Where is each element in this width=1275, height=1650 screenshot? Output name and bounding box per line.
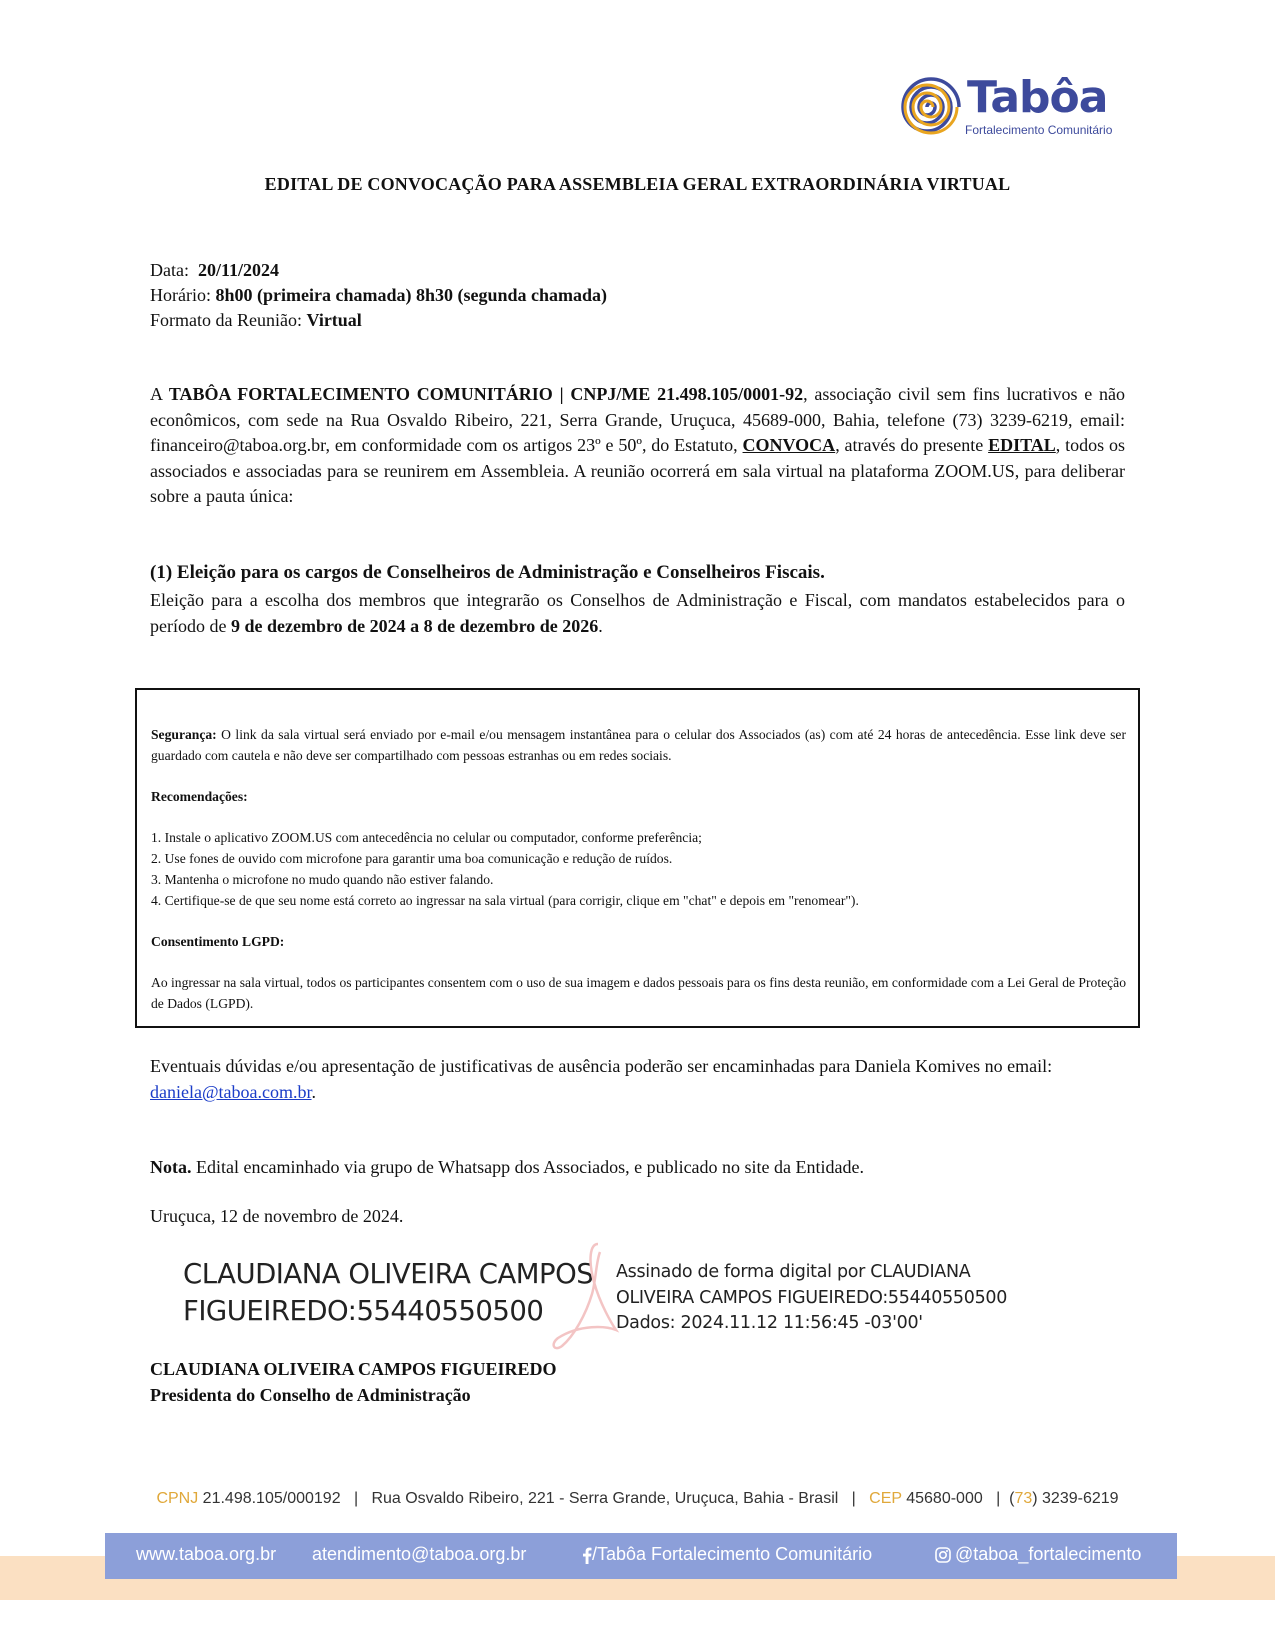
- footer-phone-open: (: [1009, 1490, 1015, 1507]
- list-item: 2. Use fones de ouvido com microfone para garantir uma boa comunicação e redução de ruídos.: [151, 851, 673, 867]
- footer-cnpj-label: CPNJ: [156, 1490, 199, 1507]
- footer-cnpj-value: 21.498.105/000192: [202, 1490, 341, 1507]
- notice-box: [135, 688, 1140, 1028]
- signature-detail-line-1: Assinado de forma digital por CLAUDIANA: [616, 1262, 971, 1282]
- format-value: Virtual: [306, 310, 362, 330]
- agenda-heading: (1) Eleição para os cargos de Conselheiros de Administração e Conselheiros Fiscais.: [150, 562, 825, 583]
- convoca-word: CONVOCA: [742, 435, 836, 455]
- agenda-period: 9 de dezembro de 2024 a 8 de dezembro de 2026: [230, 615, 599, 636]
- swirl-logo-icon: [896, 72, 966, 142]
- document-title: EDITAL DE CONVOCAÇÃO PARA ASSEMBLEIA GERAL EXTRAORDINÁRIA VIRTUAL: [264, 174, 1011, 194]
- date-line: [150, 258, 607, 283]
- meeting-info: [150, 258, 607, 333]
- time-line: [150, 283, 607, 308]
- footer-separator: |: [353, 1490, 359, 1507]
- intro-text-1: , associação civil sem fins lucrativos e não econômicos, com sede na Rua Osvaldo Ribeiro, 221, Serra Grande, Uruçuca, 45689-000, Bahia, telefone (73) 3239-6219, email: financeiro@taboa.org.br, em conformidade com os artigos 23º e 50º, do Estatuto,: [150, 384, 1126, 455]
- lgpd-label: [151, 932, 1126, 953]
- lgpd-label-text: Consentimento LGPD:: [151, 933, 285, 949]
- security-label: Segurança:: [151, 727, 217, 742]
- footer-cep-label: CEP: [869, 1490, 902, 1507]
- signature-detail-line-2: OLIVEIRA CAMPOS FIGUEIREDO:55440550500: [616, 1287, 1008, 1308]
- signature-details: [616, 1260, 1007, 1337]
- footer-address: Rua Osvaldo Ribeiro, 221 - Serra Grande, Uruçuca, Bahia - Brasil: [371, 1490, 839, 1507]
- footer-separator: |: [851, 1490, 856, 1507]
- footer-email-link[interactable]: atendimento@taboa.org.br: [312, 1544, 527, 1564]
- facebook-icon: [582, 1547, 592, 1564]
- logo-subtitle: Fortalecimento Comunitário: [965, 123, 1113, 137]
- organization-name: TABÔA FORTALECIMENTO COMUNITÁRIO | CNPJ/ME 21.498.105/0001-92: [168, 384, 804, 404]
- security-paragraph: [151, 725, 1126, 766]
- agenda-paragraph: [150, 588, 1125, 639]
- pdf-signature-mark-icon: [550, 1242, 620, 1352]
- date-value: 20/11/2024: [197, 260, 279, 280]
- edital-word: EDITAL: [988, 435, 1056, 455]
- taboa-logo: [896, 72, 1136, 142]
- intro-paragraph: [150, 382, 1125, 510]
- footer-contact-band: [105, 1533, 1177, 1579]
- agenda-text-2: .: [598, 615, 603, 636]
- note-label: Nota.: [150, 1157, 192, 1177]
- signature-detail-line-3: Dados: 2024.11.12 11:56:45 -03'00': [616, 1313, 923, 1333]
- signature-name-line-2: FIGUEIREDO:55440550500: [183, 1295, 544, 1327]
- questions-text: Eventuais dúvidas e/ou apresentação de justificativas de ausência poderão ser encaminhadas para Daniela Komives no email:: [150, 1056, 1053, 1076]
- note-text: Edital encaminhado via grupo de Whatsapp dos Associados, e publicado no site da Entidade.: [196, 1157, 865, 1177]
- instagram-icon: [935, 1547, 951, 1563]
- intro-text-3: , todos os associados e associadas para se reunirem em Assembleia. A reunião ocorrerá em sala virtual na plataforma ZOOM.US, para deliberar sobre a pauta única:: [150, 435, 1126, 506]
- security-text: O link da sala virtual será enviado por e-mail e/ou mensagem instantânea para o celular dos Associados (as) com até 24 horas de antecedência. Esse link deve ser guardado com cautela e não deve ser compartilhado com pessoas estranhas ou em redes sociais.: [151, 727, 1126, 763]
- intro-a: A: [150, 384, 163, 404]
- list-item: 3. Mantenha o microfone no mudo quando não estiver falando.: [151, 871, 494, 887]
- questions-end: .: [311, 1081, 317, 1102]
- footer-facebook-link[interactable]: /Tabôa Fortalecimento Comunitário: [592, 1544, 873, 1564]
- recommendations-label: [151, 787, 1126, 808]
- agenda-text-1: Eleição para a escolha dos membros que integrarão os Conselhos de Administração e Fiscal, com mandatos estabelecidos para o período de: [150, 590, 1125, 636]
- signer-role: Presidenta do Conselho de Administração: [150, 1384, 471, 1405]
- footer-separator: |: [996, 1490, 1001, 1507]
- footer-website-link[interactable]: www.taboa.org.br: [136, 1544, 277, 1564]
- place-date: Uruçuca, 12 de novembro de 2024.: [150, 1206, 404, 1226]
- logo-name: Tabôa: [967, 72, 1108, 123]
- signature-name: [183, 1256, 593, 1330]
- signer-block: [150, 1357, 557, 1408]
- list-item: 4. Certifique-se de que seu nome está correto ao ingressar na sala virtual (para corrigir, clique em "chat" e depois em "renomear").: [151, 892, 859, 908]
- time-value: 8h00 (primeira chamada) 8h30 (segunda chamada): [215, 285, 607, 305]
- format-line: [150, 308, 607, 333]
- questions-paragraph: [150, 1054, 1125, 1105]
- footer-phone-ddd: 73: [1014, 1490, 1033, 1507]
- signer-name: CLAUDIANA OLIVEIRA CAMPOS FIGUEIREDO: [150, 1359, 557, 1379]
- note-paragraph: [150, 1155, 1125, 1181]
- intro-text-2: , através do presente: [835, 435, 984, 455]
- signature-name-line-1: CLAUDIANA OLIVEIRA CAMPOS: [183, 1258, 594, 1290]
- format-label: Formato da Reunião:: [150, 310, 302, 330]
- recommendations-list: [151, 828, 1126, 911]
- list-item: 1. Instale o aplicativo ZOOM.US com antecedência no celular ou computador, conforme preferência;: [151, 830, 702, 846]
- date-label: Data:: [150, 260, 189, 280]
- lgpd-text: Ao ingressar na sala virtual, todos os participantes consentem com o uso de sua imagem e dados pessoais para os fins desta reunião, em conformidade com a Lei Geral de Proteção de Dados (LGPD).: [151, 975, 1126, 1012]
- footer-instagram-link[interactable]: @taboa_fortalecimento: [955, 1544, 1142, 1564]
- footer-cep-value: 45680-000: [906, 1490, 983, 1507]
- contact-email-link[interactable]: daniela@taboa.com.br: [150, 1081, 312, 1102]
- time-label: Horário:: [150, 285, 211, 305]
- recommendations-label-text: Recomendações:: [151, 789, 248, 805]
- footer-address-line: [0, 1490, 1275, 1508]
- footer-phone-rest: ) 3239-6219: [1032, 1490, 1119, 1507]
